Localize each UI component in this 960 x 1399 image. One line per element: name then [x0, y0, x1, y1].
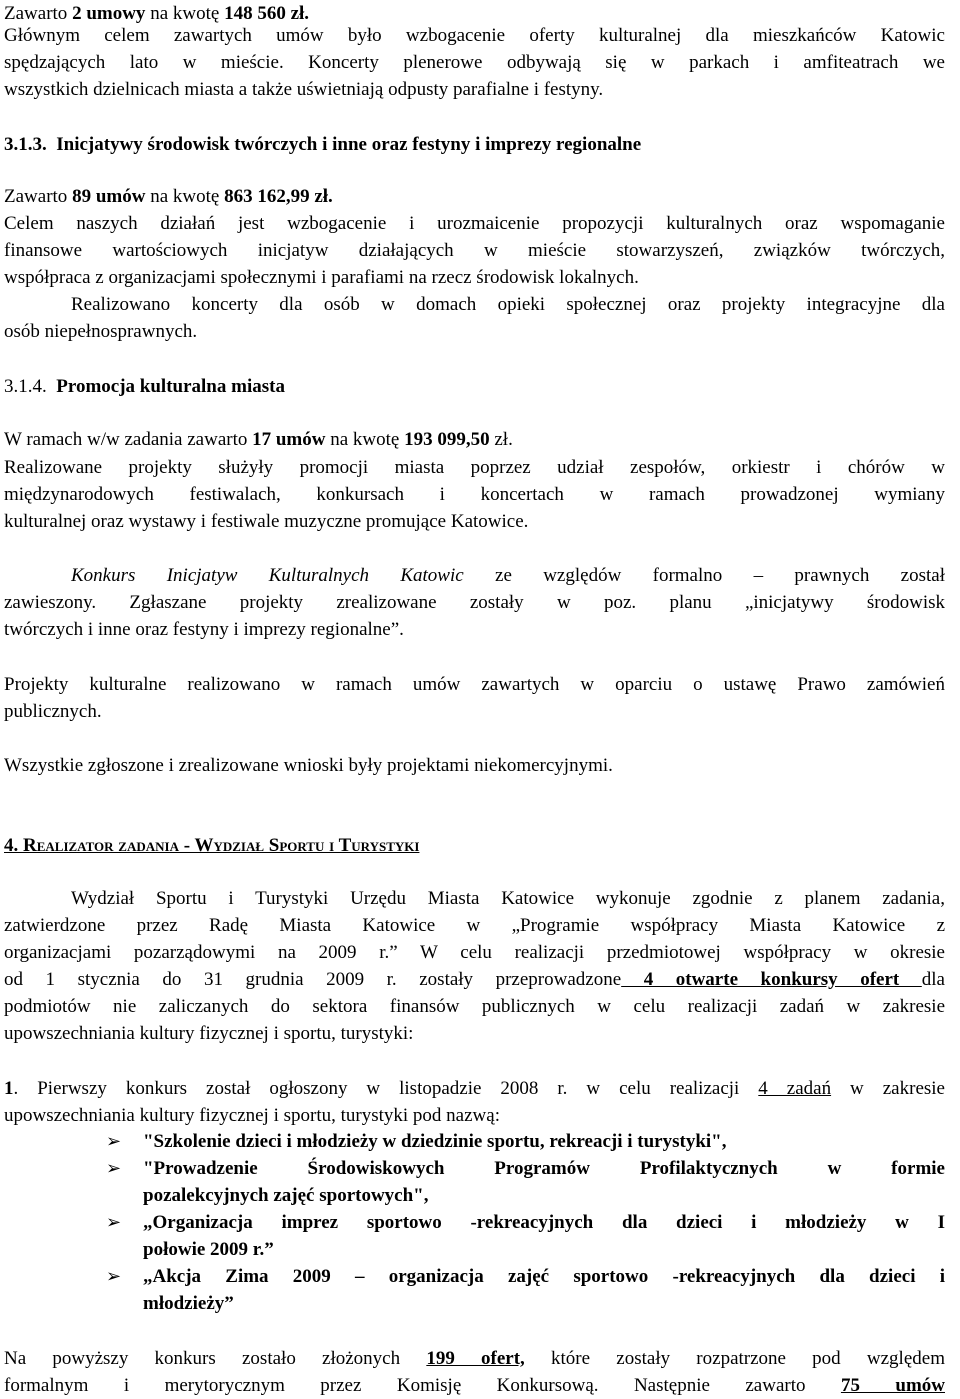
list-item: „Organizacja imprez sportowo -rekreacyjnych dla dzieci i młodzieży w I [143, 1212, 945, 1233]
text-line: od 1 stycznia do 31 grudnia 2009 r. zostały przeprowadzone 4 otwarte konkursy ofert dla [4, 969, 945, 990]
list-item: "Szkolenie dzieci i młodzieży w dziedzinie sportu, rekreacji i turystyki", [143, 1131, 727, 1152]
text-line: kulturalnej oraz wystawy i festiwale muzyczne promujące Katowice. [4, 511, 529, 532]
text-line: wszystkich dzielnicach miasta a także uświetniają odpusty parafialne i festyny. [4, 79, 604, 100]
text-line: Zawarto 2 umowy na kwotę 148 560 zł. [4, 3, 310, 24]
text-line: Wydział Sportu i Turystyki Urzędu Miasta Katowice wykonuje zgodnie z planem zadania, [71, 888, 945, 909]
section-heading-3-1-3: 3.1.3. Inicjatywy środowisk twórczych i inne oraz festyny i imprezy regionalne [4, 134, 642, 155]
arrow-bullet-icon: ➢ [106, 1158, 122, 1179]
text-line: spędzających lato w mieście. Koncerty plenerowe odbywają się w parkach i amfiteatrach we [4, 52, 945, 73]
text-line: upowszechniania kultury fizycznej i sportu, turystyki: [4, 1023, 414, 1044]
text-line: Zawarto 89 umów na kwotę 863 162,99 zł. [4, 186, 333, 207]
text-line: finansowe wartościowych inicjatyw działających w mieście stowarzyszeń, związków twórczych, [4, 240, 945, 261]
text-line: upowszechniania kultury fizycznej i sportu, turystyki pod nazwą: [4, 1105, 500, 1126]
text-line: osób niepełnosprawnych. [4, 321, 198, 342]
section-heading-4: 4. Realizator zadania - Wydział Sportu i Turystyki [4, 835, 420, 856]
list-item: "Prowadzenie Środowiskowych Programów Profilaktycznych w formie [143, 1158, 945, 1179]
text-line: Projekty kulturalne realizowano w ramach umów zawartych w oparciu o ustawę Prawo zamówień [4, 674, 945, 695]
text-line: Realizowane projekty służyły promocji miasta poprzez udział zespołów, orkiestr i chórów w [4, 457, 945, 478]
text-line: Głównym celem zawartych umów było wzbogacenie oferty kulturalnej dla mieszkańców Katowic [4, 25, 945, 46]
text-line: Konkurs Inicjatyw Kulturalnych Katowic ze względów formalno – prawnych został [71, 565, 945, 586]
text-line: Celem naszych działań jest wzbogacenie i urozmaicenie propozycji kulturalnych oraz wspomaganie [4, 213, 945, 234]
arrow-bullet-icon: ➢ [106, 1131, 122, 1152]
section-heading-3-1-4: 3.1.4. Promocja kulturalna miasta [4, 376, 285, 397]
arrow-bullet-icon: ➢ [106, 1212, 122, 1233]
text-line: międzynarodowych festiwalach, konkursach i koncertach w ramach prowadzonej wymiany [4, 484, 945, 505]
text-line: Wszystkie zgłoszone i zrealizowane wnioski były projektami niekomercyjnymi. [4, 755, 613, 776]
list-item: „Akcja Zima 2009 – organizacja zajęć sportowo -rekreacyjnych dla dzieci i [143, 1266, 945, 1287]
text-line: współpraca z organizacjami społecznymi i parafiami na rzecz środowisk lokalnych. [4, 267, 639, 288]
text-line: publicznych. [4, 701, 102, 722]
text-line: zatwierdzone przez Radę Miasta Katowice w „Programie współpracy Miasta Katowice z [4, 915, 945, 936]
text-line: Na powyższy konkurs zostało złożonych 199 ofert, które zostały rozpatrzone pod względem [4, 1348, 945, 1369]
arrow-bullet-icon: ➢ [106, 1266, 122, 1287]
text-line: twórczych i inne oraz festyny i imprezy regionalne”. [4, 619, 404, 640]
text-line: W ramach w/w zadania zawarto 17 umów na kwotę 193 099,50 zł. [4, 429, 513, 450]
text-line: formalnym i merytorycznym przez Komisję Konkursową. Następnie zawarto 75 umów [4, 1375, 945, 1396]
text-line: zawieszony. Zgłaszane projekty zrealizowane zostały w poz. planu „inicjatywy środowisk [4, 592, 945, 613]
text-line: organizacjami pozarządowymi na 2009 r.” W celu realizacji przedmiotowej współpracy w okresie [4, 942, 945, 963]
text-line: podmiotów nie zaliczanych do sektora finansów publicznych w celu realizacji zadań w zakresie [4, 996, 945, 1017]
text-line: Realizowano koncerty dla osób w domach opieki społecznej oraz projekty integracyjne dla [71, 294, 945, 315]
text-line: 1. Pierwszy konkurs został ogłoszony w listopadzie 2008 r. w celu realizacji 4 zadań w zakresie [4, 1078, 945, 1099]
list-item-continuation: młodzieży” [143, 1293, 234, 1314]
list-item-continuation: połowie 2009 r.” [143, 1239, 274, 1260]
list-item-continuation: pozalekcyjnych zajęć sportowych", [143, 1185, 429, 1206]
